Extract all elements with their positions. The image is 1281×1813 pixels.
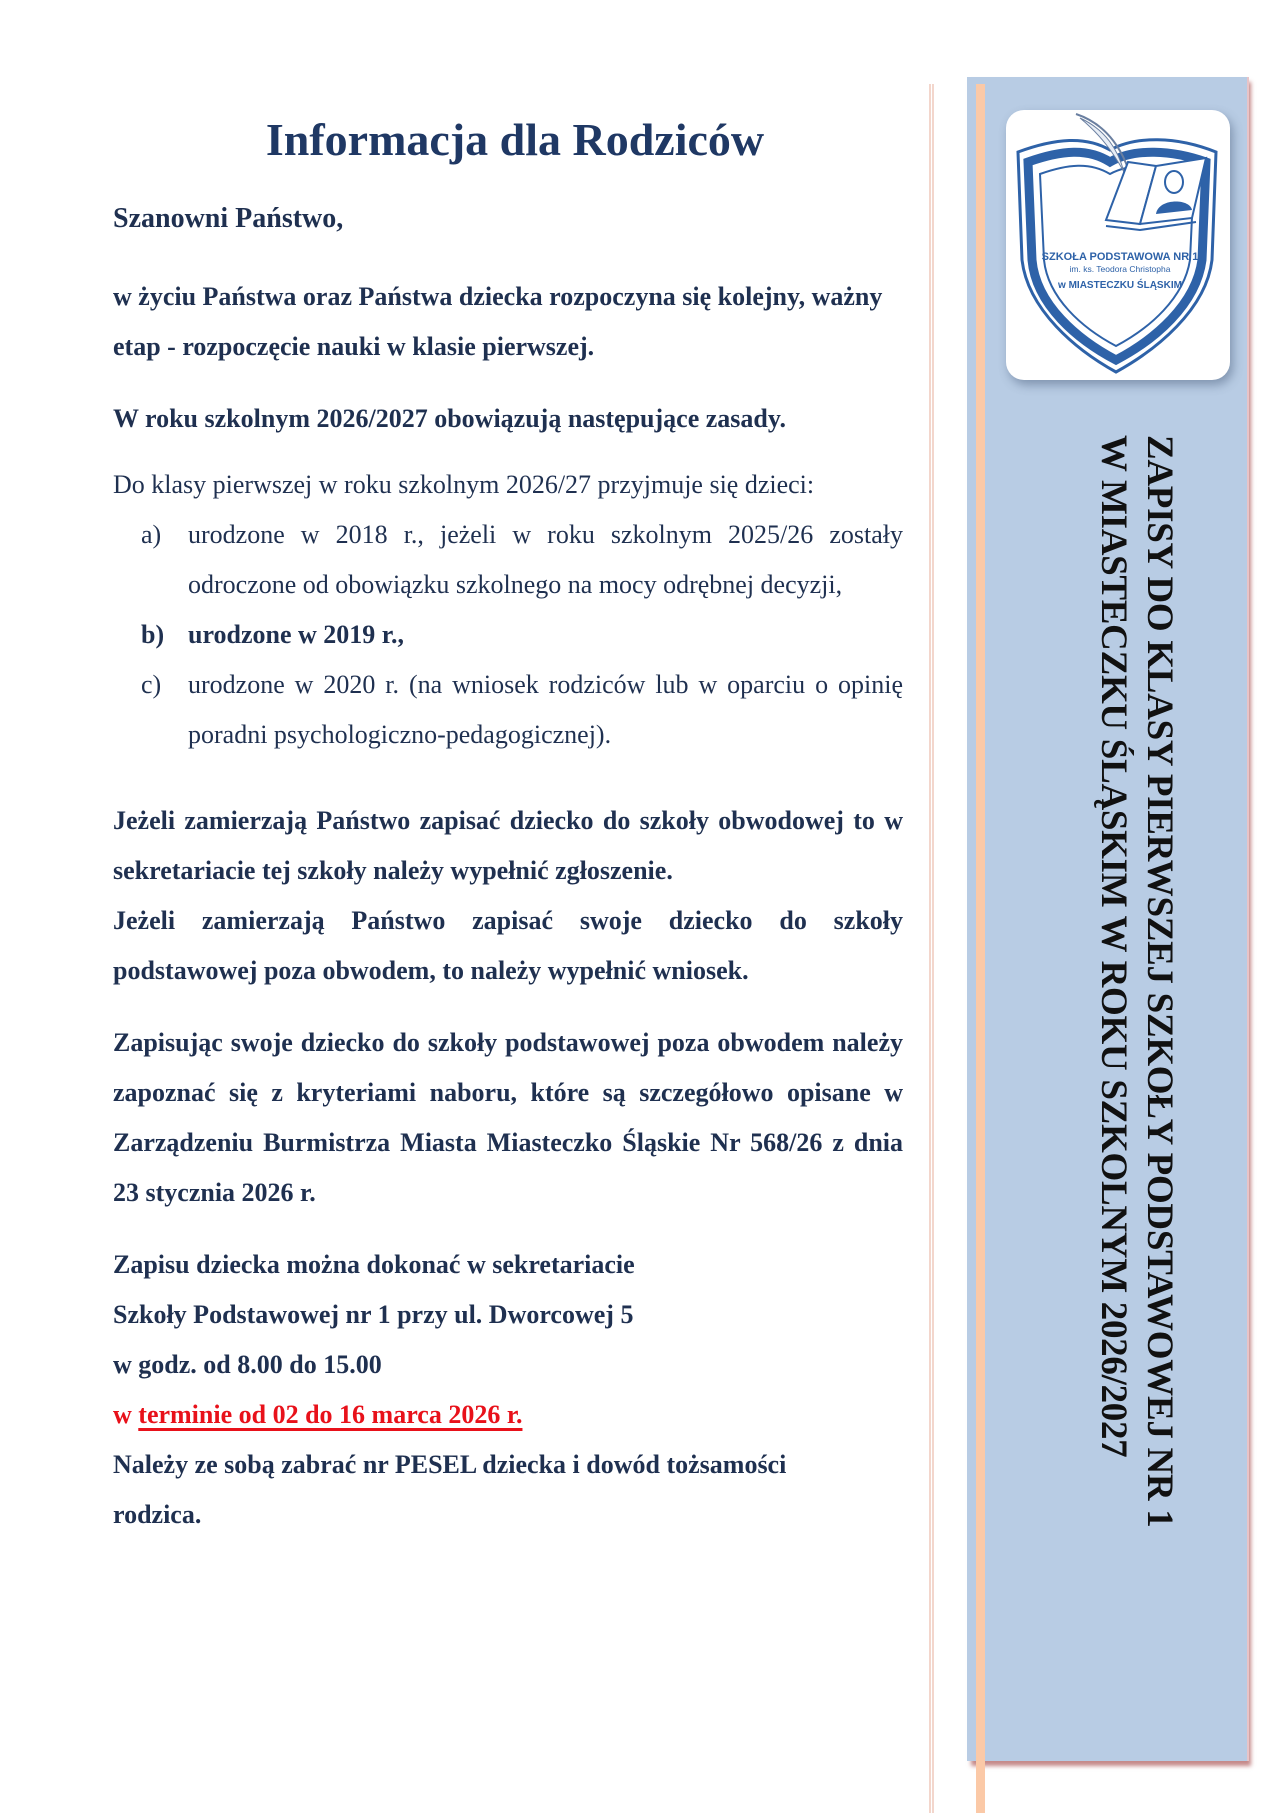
deadline-prefix: w: [113, 1400, 139, 1429]
admission-list-item: [113, 610, 903, 660]
page-title: Informacja dla Rodziców: [265, 114, 765, 165]
admission-lead: Do klasy pierwszej w roku szkolnym 2026/27 przyjmuje się dzieci:: [113, 470, 815, 499]
registration-line-1: Zapisu dziecka można dokonać w sekretariacie: [113, 1250, 635, 1279]
list-marker: c): [141, 670, 162, 699]
admission-list-item: [113, 510, 903, 610]
school-crest-icon: [1006, 110, 1230, 380]
list-marker: a): [141, 520, 162, 549]
required-documents: Należy ze sobą zabrać nr PESEL dziecka i dowód tożsamości rodzica.: [113, 1450, 787, 1529]
list-item-text: urodzone w 2018 r., jeżeli w roku szkolnym 2025/26 zostały odroczone od obowiązku szkolnego na mocy odrębnej decyzji,: [188, 520, 903, 599]
sidebar-accent-stripe: [976, 84, 985, 1813]
admission-list: [113, 510, 903, 760]
list-item-text: urodzone w 2019 r.,: [188, 620, 404, 649]
greeting: Szanowni Państwo,: [113, 203, 344, 234]
list-marker: b): [141, 620, 165, 649]
intro-paragraph: w życiu Państwa oraz Państwa dziecka rozpoczyna się kolejny, ważny etap - rozpoczęcie nauki w klasie pierwszej.: [113, 282, 883, 361]
registration-hours: w godz. od 8.00 do 15.00: [113, 1350, 382, 1379]
criteria-paragraph: Zapisując swoje dziecko do szkoły podstawowej poza obwodem należy zapoznać się z kryteriami naboru, które są szczegółowo opisane w Zarządzeniu Burmistrza Miasta Miasteczko Śląskie Nr 568/26 z dnia 23 stycznia 2026 r.: [113, 1028, 903, 1207]
logo-town: w MIASTECZKU ŚLĄSKIM: [1058, 280, 1182, 291]
sidebar-vertical-title: [1070, 435, 1182, 1675]
sidebar-edge-line: [1247, 77, 1249, 1761]
rules-heading: W roku szkolnym 2026/2027 obowiązują następujące zasady.: [113, 404, 786, 433]
list-item-text: urodzone w 2020 r. (na wniosek rodziców lub w oparciu o opinię poradni psychologiczno-pedagogicznej).: [188, 670, 903, 749]
registration-info: [113, 1240, 903, 1540]
district-school-paragraph: Jeżeli zamierzają Państwo zapisać dziecko do szkoły obwodowej to w sekretariacie tej szkoły należy wypełnić zgłoszenie.: [113, 806, 903, 885]
admission-list-item: [113, 660, 903, 760]
document-body: [113, 100, 903, 1540]
school-logo: [1006, 110, 1230, 380]
registration-line-2: Szkoły Podstawowej nr 1 przy ul. Dworcowej 5: [113, 1300, 634, 1329]
deadline-dates: terminie od 02 do 16 marca 2026 r.: [138, 1400, 523, 1429]
logo-patron: im. ks. Teodora Christopha: [1069, 264, 1171, 274]
vertical-title-line-1: ZAPISY DO KLASY PIERWSZEJ SZKOŁY PODSTAWOWEJ NR 1: [1139, 435, 1180, 1528]
logo-school-name: SZKOŁA PODSTAWOWA NR 1: [1041, 251, 1199, 263]
registration-deadline: [113, 1390, 903, 1440]
outside-district-paragraph: Jeżeli zamierzają Państwo zapisać swoje dziecko do szkoły podstawowej poza obwodem, to należy wypełnić wniosek.: [113, 906, 903, 985]
decorative-vertical-line: [929, 84, 934, 1813]
vertical-title-line-2: W MIASTECZKU ŚLĄSKIM W ROKU SZKOLNYM 2026/2027: [1093, 435, 1134, 1458]
